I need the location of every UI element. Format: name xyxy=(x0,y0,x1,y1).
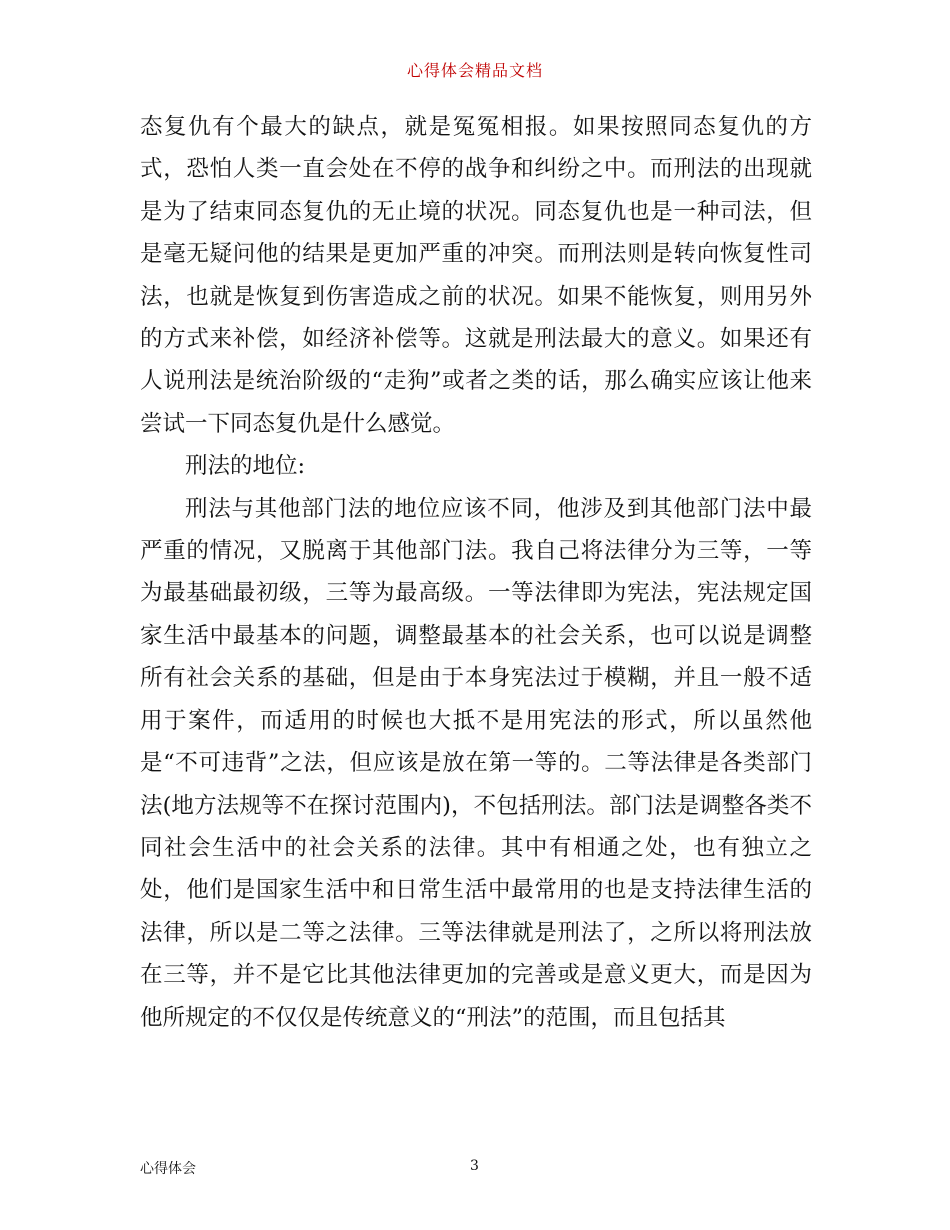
paragraph-2: 刑法与其他部门法的地位应该不同，他涉及到其他部门法中最严重的情况，又脱离于其他部门法。我自己将法律分为三等，一等为最基础最初级，三等为最高级。一等法律即为宪法，宪法规定国家生活中最基本的问题，调整最基本的社会关系，也可以说是调整所有社会关系的基础，但是由于本身宪法过于模糊，并且一般不适用于案件，而适用的时候也大抵不是用宪法的形式，所以虽然他是“不可违背”之法，但应该是放在第一等的。二等法律是各类部门法(地方法规等不在探讨范围内)，不包括刑法。部门法是调整各类不同社会生活中的社会关系的法律。其中有相通之处，也有独立之处，他们是国家生活中和日常生活中最常用的也是支持法律生活的法律，所以是二等之法律。三等法律就是刑法了，之所以将刑法放在三等，并不是它比其他法律更加的完善或是意义更大，而是因为他所规定的不仅仅是传统意义的“刑法”的范围，而且包括其 xyxy=(140,495,812,1031)
footer-label: 心得体会 xyxy=(140,1161,196,1177)
page-number: 3 xyxy=(470,1158,479,1174)
header-title: 心得体会精品文档 xyxy=(406,61,543,80)
document-body xyxy=(140,106,812,1039)
paragraph-1: 态复仇有个最大的缺点，就是冤冤相报。如果按照同态复仇的方式，恐怕人类一直会处在不停的战争和纠纷之中。而刑法的出现就是为了结束同态复仇的无止境的状况。同态复仇也是一种司法，但是毫无疑问他的结果是更加严重的冲突。而刑法则是转向恢复性司法，也就是恢复到伤害造成之前的状况。如果不能恢复，则用另外的方式来补偿，如经济补偿等。这就是刑法最大的意义。如果还有人说刑法是统治阶级的“走狗”或者之类的话，那么确实应该让他来尝试一下同态复仇是什么感觉。 xyxy=(140,114,812,437)
section-heading: 刑法的地位: xyxy=(185,453,306,480)
